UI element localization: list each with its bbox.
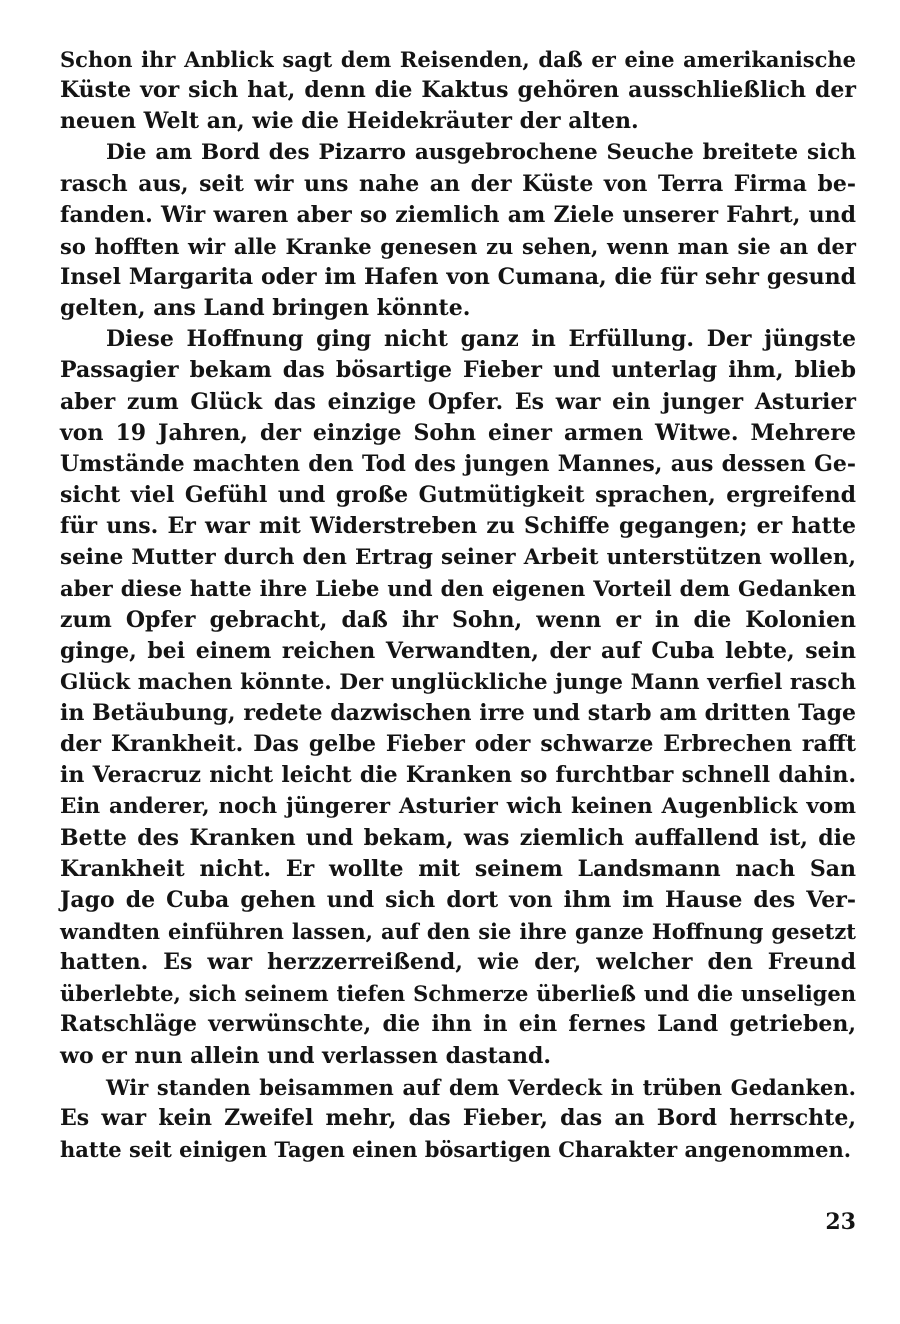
text-line: Umstände machten den Tod des jungen Mannes, aus dessen Ge- xyxy=(60,450,856,477)
text-line: Passagier bekam das bösartige Fieber und unterlag ihm, blieb xyxy=(60,357,856,384)
text-line: wo er nun allein und verlassen dastand. xyxy=(60,1042,552,1069)
text-line: in Veracruz nicht leicht die Kranken so furchtbar schnell dahin. xyxy=(60,762,856,789)
text-line: ginge, bei einem reichen Verwandten, der auf Cuba lebte, sein xyxy=(60,637,856,664)
text-line: Krankheit nicht. Er wollte mit seinem Landsmann nach San xyxy=(60,855,856,882)
text-line: Glück machen könnte. Der unglückliche junge Mann verfiel rasch xyxy=(60,669,856,695)
text-line: seine Mutter durch den Ertrag seiner Arbeit unterstützen wollen, xyxy=(60,545,856,571)
text-line: Es war kein Zweifel mehr, das Fieber, das an Bord herrschte, xyxy=(60,1104,856,1131)
text-line: Jago de Cuba gehen und sich dort von ihm im Hause des Ver- xyxy=(60,886,856,913)
text-line: rasch aus, seit wir uns nahe an der Küste von Terra Firma be- xyxy=(60,170,856,197)
text-line: überlebte, sich seinem tiefen Schmerze überließ und die unseligen xyxy=(60,981,856,1007)
text-line: sicht viel Gefühl und große Gutmütigkeit sprachen, ergreifend xyxy=(60,481,856,508)
text-line: Bette des Kranken und bekam, was ziemlich auffallend ist, die xyxy=(60,824,856,851)
text-line: Küste vor sich hat, denn die Kaktus gehören ausschließlich der xyxy=(60,77,856,104)
text-line: der Krankheit. Das gelbe Fieber oder schwarze Erbrechen rafft xyxy=(60,731,856,758)
text-line: für uns. Er war mit Widerstreben zu Schiffe gegangen; er hatte xyxy=(60,513,856,540)
paragraph-2 xyxy=(60,137,856,324)
text-line: von 19 Jahren, der einzige Sohn einer armen Witwe. Mehrere xyxy=(60,419,856,446)
text-line: Ratschläge verwünschte, die ihn in ein fernes Land getrieben, xyxy=(60,1011,856,1038)
text-line: aber zum Glück das einzige Opfer. Es war ein junger Asturier xyxy=(60,388,856,415)
text-line: Wir standen beisammen auf dem Verdeck in trüben Gedanken. xyxy=(106,1074,856,1100)
text-line: Schon ihr Anblick sagt dem Reisenden, daß er eine amerikanische xyxy=(60,47,856,72)
text-line: neuen Welt an, wie die Heidekräuter der alten. xyxy=(60,108,639,135)
text-line: Ein anderer, noch jüngerer Asturier wich keinen Augenblick vom xyxy=(60,794,856,820)
text-line: fanden. Wir waren aber so ziemlich am Ziele unserer Fahrt, und xyxy=(60,201,856,228)
text-line: hatte seit einigen Tagen einen bösartigen Charakter angenommen. xyxy=(60,1136,852,1162)
text-line: hatten. Es war herzzerreißend, wie der, welcher den Freund xyxy=(60,949,856,976)
text-line: aber diese hatte ihre Liebe und den eigenen Vorteil dem Gedanken xyxy=(60,576,856,602)
text-line: Die am Bord des Pizarro ausgebrochene Seuche breitete sich xyxy=(106,140,856,166)
text-line: so hofften wir alle Kranke genesen zu sehen, wenn man sie an der xyxy=(60,233,856,259)
text-line: gelten, ans Land bringen könnte. xyxy=(60,295,471,322)
text-line: in Betäubung, redete dazwischen irre und starb am dritten Tage xyxy=(60,699,856,726)
text-line: Diese Hoffnung ging nicht ganz in Erfüllung. Der jüngste xyxy=(106,326,856,353)
paragraph-1 xyxy=(60,44,856,137)
text-line: zum Opfer gebracht, daß ihr Sohn, wenn er in die Kolonien xyxy=(60,606,856,633)
paragraph-3 xyxy=(60,324,856,1071)
page-number: 23 xyxy=(825,1209,856,1235)
text-line: Insel Margarita oder im Hafen von Cumana, die für sehr gesund xyxy=(60,263,856,290)
text-line: wandten einführen lassen, auf den sie ihre ganze Hoffnung gesetzt xyxy=(60,918,856,944)
body-text xyxy=(60,44,856,1165)
paragraph-4 xyxy=(60,1072,856,1165)
